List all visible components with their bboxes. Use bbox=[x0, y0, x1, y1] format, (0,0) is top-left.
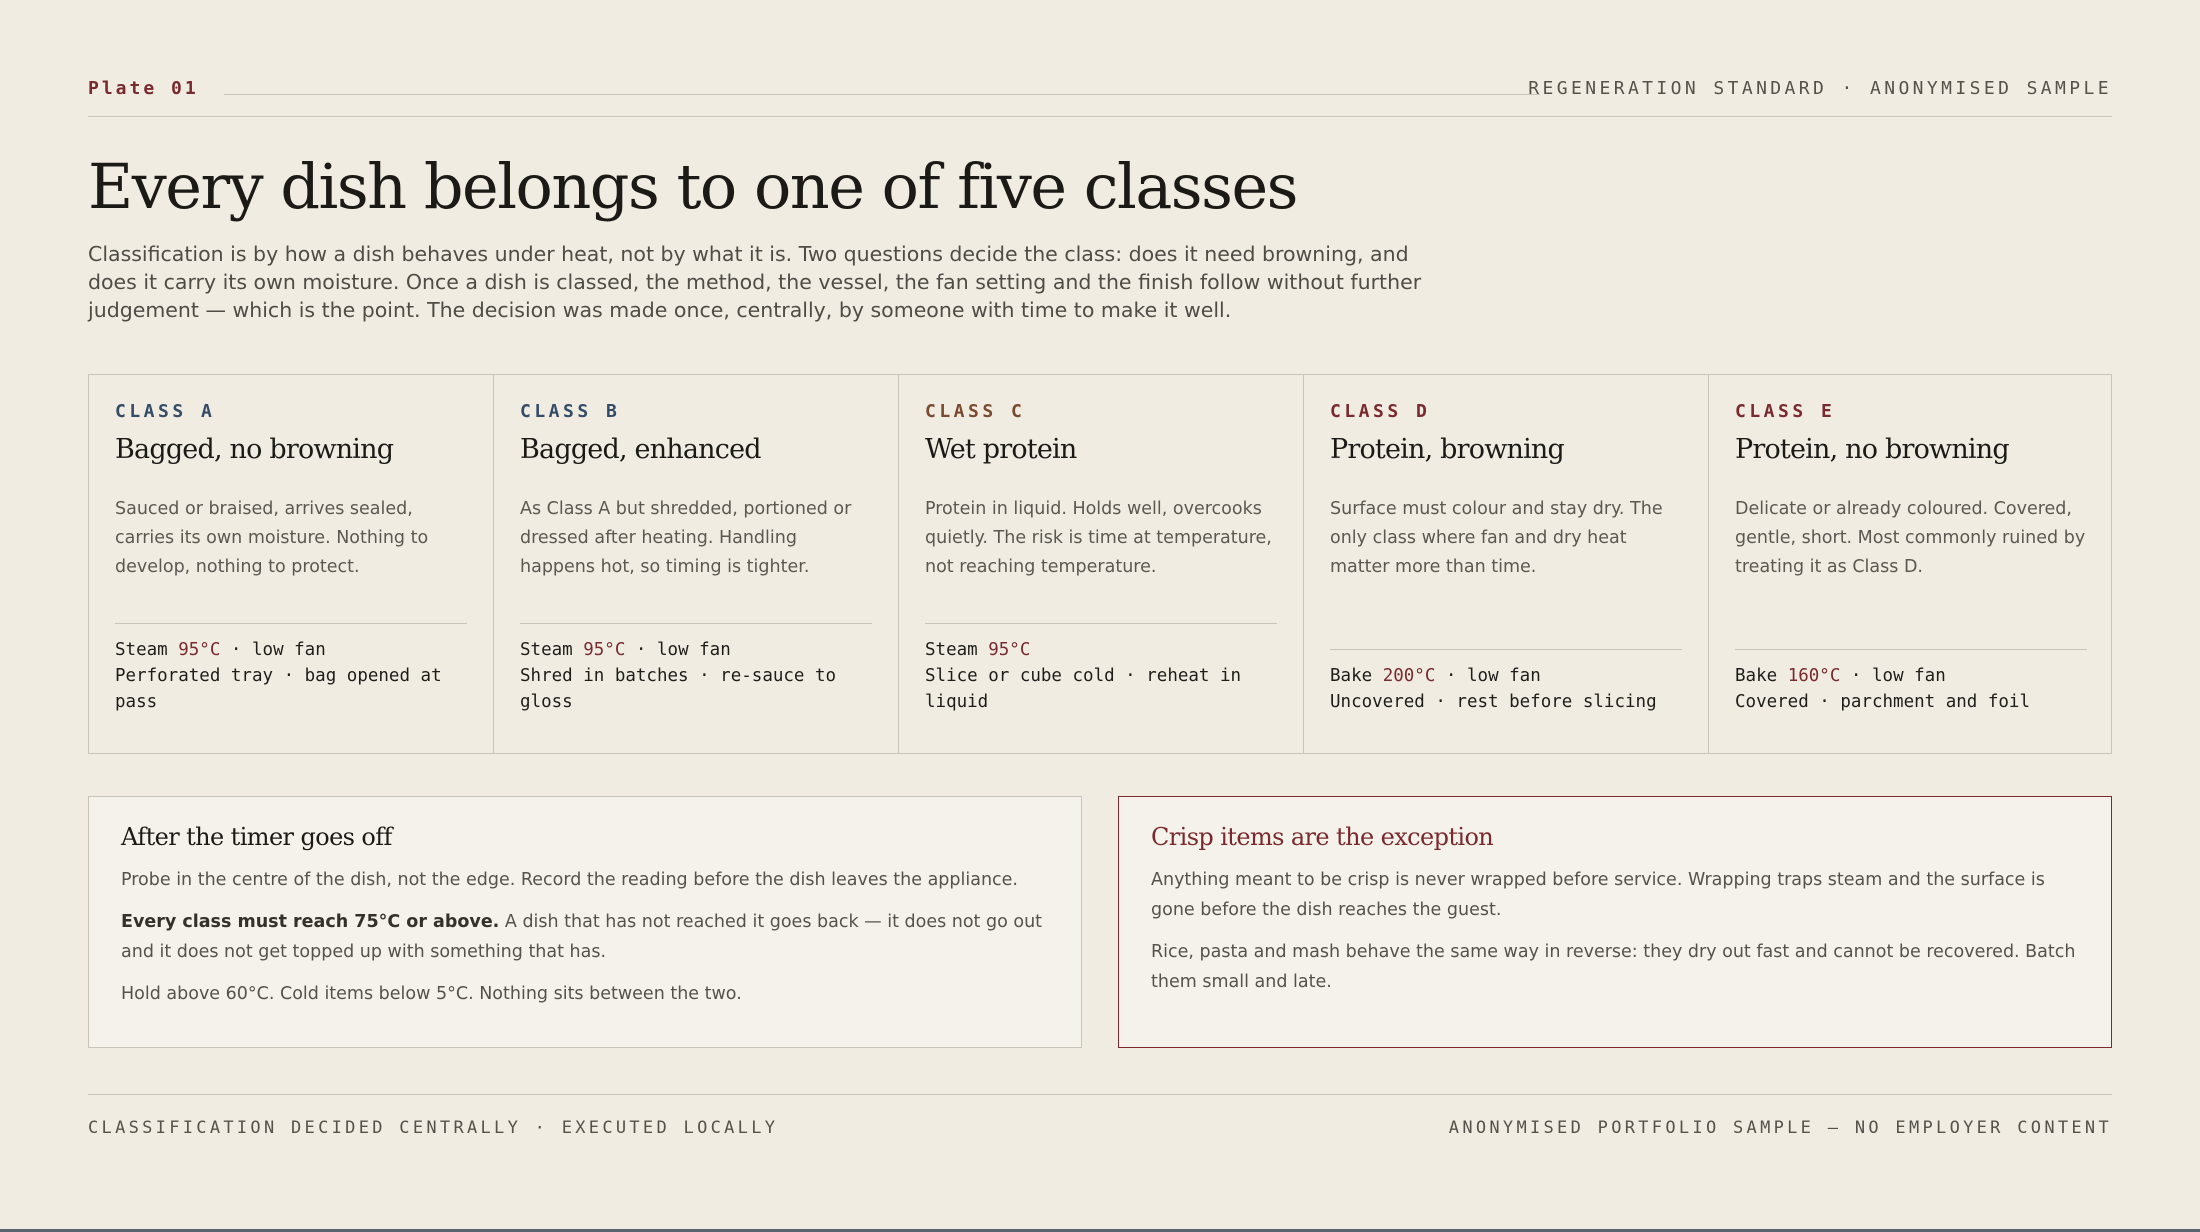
footer-left: CLASSIFICATION DECIDED CENTRALLY · EXECUTED LOCALLY bbox=[88, 1118, 779, 1138]
class-spec bbox=[1735, 663, 2093, 715]
class-description: Surface must colour and stay dry. The only class where fan and dry heat matter more than time. bbox=[1330, 499, 1663, 577]
header-bar bbox=[88, 70, 2112, 117]
class-tag: CLASS D bbox=[1330, 401, 1431, 422]
class-description: Delicate or already coloured. Covered, gentle, short. Most commonly ruined by treating it as Class D. bbox=[1735, 499, 2086, 577]
class-name: Bagged, enhanced bbox=[520, 434, 761, 465]
timer-note-threshold bbox=[121, 907, 1049, 967]
class-divider bbox=[925, 623, 1277, 624]
method: Steam bbox=[520, 640, 573, 660]
class-card-a bbox=[89, 375, 494, 753]
temperature: 95°C bbox=[178, 640, 221, 660]
method-line bbox=[925, 637, 1283, 663]
class-card-d bbox=[1304, 375, 1709, 753]
crisp-exception-box bbox=[1118, 796, 2112, 1048]
finish-line: Shred in batches · re-sauce to gloss bbox=[520, 666, 837, 712]
class-name: Wet protein bbox=[925, 434, 1077, 465]
crisp-exception-starches: Rice, pasta and mash behave the same way in reverse: they dry out fast and cannot be recovered. Batch them small and late. bbox=[1151, 942, 2076, 992]
temperature: 95°C bbox=[583, 640, 626, 660]
class-spec bbox=[115, 637, 473, 715]
timer-note-box bbox=[88, 796, 1082, 1048]
class-tag: CLASS E bbox=[1735, 401, 1836, 422]
temperature: 160°C bbox=[1787, 666, 1841, 686]
timer-note-holding: Hold above 60°C. Cold items below 5°C. Nothing sits between the two. bbox=[121, 984, 742, 1004]
class-tag: CLASS C bbox=[925, 401, 1026, 422]
temperature: 200°C bbox=[1382, 666, 1436, 686]
footer-divider bbox=[88, 1094, 2112, 1095]
method: Steam bbox=[925, 640, 978, 660]
class-description: As Class A but shredded, portioned or dressed after heating. Handling happens hot, so timing is tighter. bbox=[520, 499, 852, 577]
fan-setting: · low fan bbox=[1840, 666, 1946, 686]
class-spec bbox=[520, 637, 878, 715]
method: Steam bbox=[115, 640, 168, 660]
class-name: Protein, browning bbox=[1330, 434, 1565, 465]
footer-right: ANONYMISED PORTFOLIO SAMPLE — NO EMPLOYER CONTENT bbox=[1448, 1118, 2112, 1138]
class-spec bbox=[925, 637, 1283, 715]
class-divider bbox=[1735, 649, 2087, 650]
fan-setting: · low fan bbox=[1435, 666, 1541, 686]
crisp-exception-title: Crisp items are the exception bbox=[1151, 823, 1494, 851]
class-tag: CLASS B bbox=[520, 401, 621, 422]
method: Bake bbox=[1330, 666, 1373, 686]
page-title: Every dish belongs to one of five classes bbox=[88, 150, 1297, 223]
class-name: Protein, no browning bbox=[1735, 434, 2009, 465]
class-card-e bbox=[1709, 375, 2113, 753]
finish-line: Perforated tray · bag opened at pass bbox=[115, 666, 442, 712]
intro-paragraph: Classification is by how a dish behaves under heat, not by what it is. Two questions decide the class: does it need browning, and does it carry its own moisture. Once a dish is classed, the method, the vessel, the fan setting and the finish follow without further judgement — which is the point. The decision was made once, centrally, by someone with time to make it well. bbox=[88, 242, 1422, 322]
method-line bbox=[1330, 663, 1688, 689]
finish-line: Slice or cube cold · reheat in liquid bbox=[925, 666, 1242, 712]
threshold-emphasis: Every class must reach 75°C or above. bbox=[121, 912, 500, 932]
class-spec bbox=[1330, 663, 1688, 715]
fan-setting: · low fan bbox=[220, 640, 326, 660]
class-description: Sauced or braised, arrives sealed, carries its own moisture. Nothing to develop, nothing to protect. bbox=[115, 499, 429, 577]
method-line bbox=[1735, 663, 2093, 689]
class-card-c bbox=[899, 375, 1304, 753]
class-description: Protein in liquid. Holds well, overcooks quietly. The risk is time at temperature, not reaching temperature. bbox=[925, 499, 1272, 577]
standard-label: REGENERATION STANDARD · ANONYMISED SAMPLE bbox=[1528, 78, 2112, 99]
method-line bbox=[115, 637, 473, 663]
header-divider bbox=[224, 94, 1540, 95]
timer-note-title: After the timer goes off bbox=[121, 823, 392, 851]
class-tag: CLASS A bbox=[115, 401, 216, 422]
class-divider bbox=[520, 623, 872, 624]
class-card-b bbox=[494, 375, 899, 753]
method-line bbox=[520, 637, 878, 663]
class-grid bbox=[88, 374, 2112, 754]
threshold-rest: A dish that has not reached it goes back — it does not go out and it does not get topped up with something that has. bbox=[121, 912, 1043, 962]
method: Bake bbox=[1735, 666, 1778, 686]
finish-line: Covered · parchment and foil bbox=[1735, 692, 2031, 712]
temperature: 95°C bbox=[988, 640, 1031, 660]
fan-setting: · low fan bbox=[625, 640, 731, 660]
class-divider bbox=[115, 623, 467, 624]
class-divider bbox=[1330, 649, 1682, 650]
plate-number: Plate 01 bbox=[88, 78, 199, 99]
crisp-exception-wrapping: Anything meant to be crisp is never wrapped before service. Wrapping traps steam and the surface is gone before the dish reaches the guest. bbox=[1151, 870, 2045, 920]
finish-line: Uncovered · rest before slicing bbox=[1330, 692, 1657, 712]
class-name: Bagged, no browning bbox=[115, 434, 394, 465]
timer-note-probe: Probe in the centre of the dish, not the edge. Record the reading before the dish leaves the appliance. bbox=[121, 870, 1018, 890]
